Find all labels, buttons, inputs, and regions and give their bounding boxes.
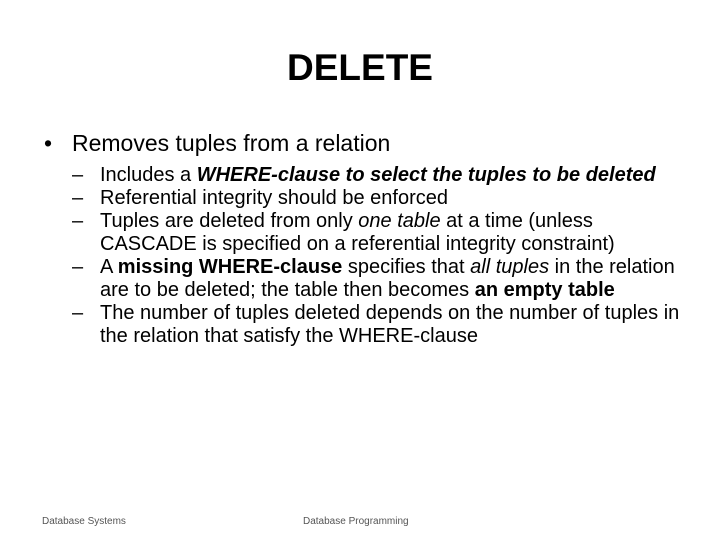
- sub-bullet-item: [72, 164, 692, 187]
- sub-bullet-item: [72, 256, 692, 302]
- sub-bullet-text: The number of tuples deleted depends on the number of tuples in the relation that satisfy the WHERE-clause: [100, 302, 680, 347]
- sub-bullet-text: in the relation are to be deleted; the table then becomes: [100, 256, 675, 301]
- dash-icon: –: [72, 210, 84, 232]
- sub-bullet-text: an empty table: [474, 279, 615, 301]
- sub-bullet-text: at a time (unless CASCADE is specified on a referential integrity constraint): [100, 210, 615, 255]
- sub-bullet-item: [72, 302, 692, 348]
- sub-bullet-text: Referential integrity should be enforced: [100, 187, 448, 209]
- sub-bullet-text: all tuples: [470, 256, 550, 278]
- sub-bullet-text: one table: [358, 210, 441, 232]
- slide-title: DELETE: [287, 47, 433, 88]
- sub-bullet-item: [72, 187, 692, 210]
- dash-icon: –: [72, 187, 84, 209]
- bullet-main: [44, 128, 694, 158]
- dash-icon: –: [72, 256, 84, 278]
- footer-center: Database Programming: [303, 516, 409, 527]
- sub-bullet-text: A: [100, 256, 118, 278]
- dash-icon: –: [72, 302, 84, 324]
- sub-bullet-list: [72, 164, 692, 348]
- bullet-dot-icon: •: [44, 130, 53, 156]
- sub-bullet-text: WHERE-clause to select the tuples to be deleted: [196, 164, 656, 186]
- bullet-main-text: Removes tuples from a relation: [72, 130, 391, 156]
- footer-left: Database Systems: [42, 516, 126, 527]
- sub-bullet-text: specifies that: [342, 256, 471, 278]
- sub-bullet-text: Tuples are deleted from only: [100, 210, 359, 232]
- dash-icon: –: [72, 164, 84, 186]
- sub-bullet-item: [72, 210, 692, 256]
- sub-bullet-text: missing WHERE-clause: [117, 256, 343, 278]
- sub-bullet-text: Includes a: [100, 164, 197, 186]
